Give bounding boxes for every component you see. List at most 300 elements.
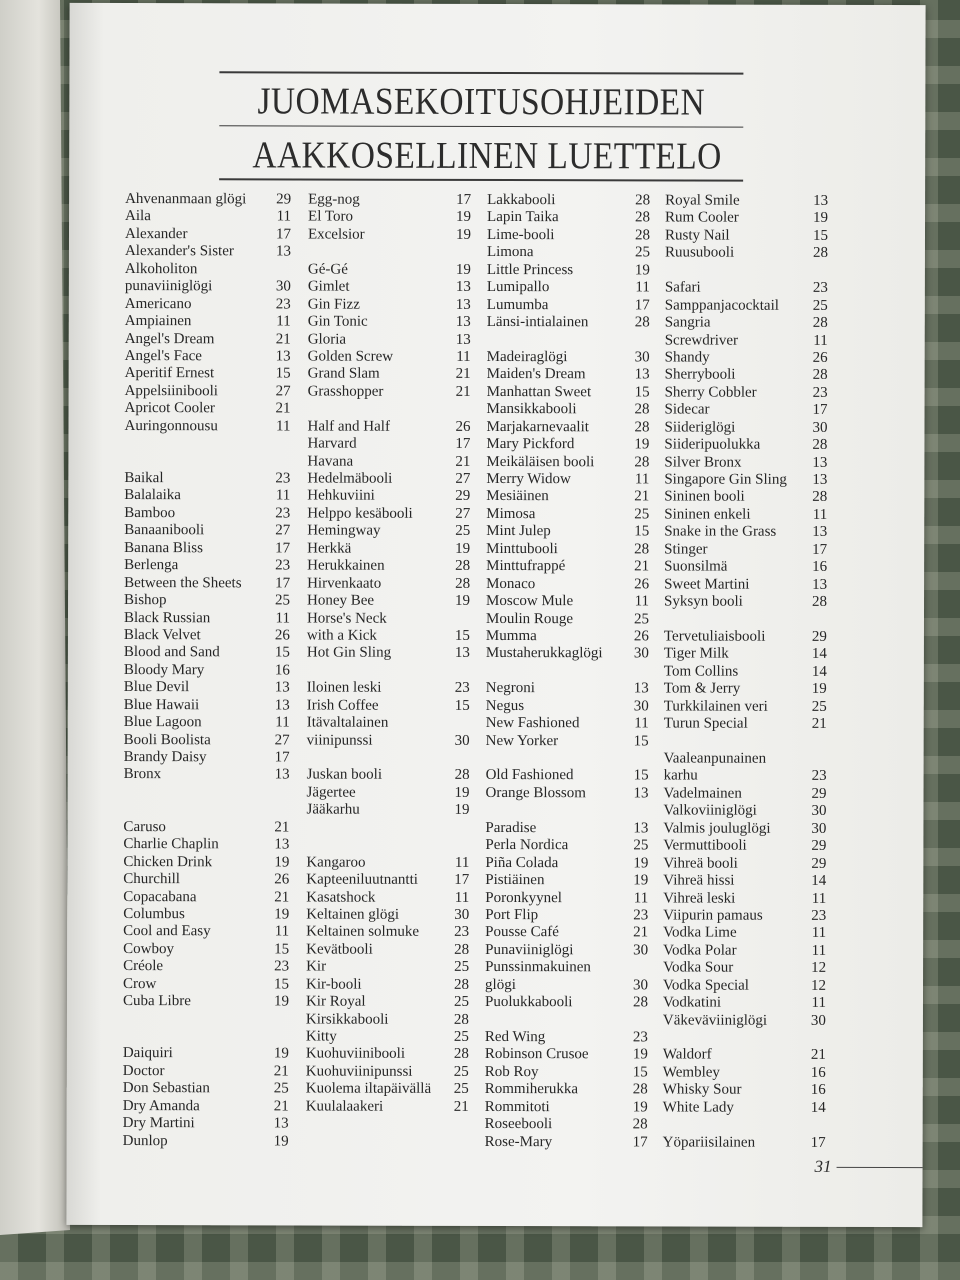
- recipe-page-number: 11: [634, 593, 650, 610]
- index-entry: [308, 366, 471, 384]
- index-entry: [123, 1133, 289, 1151]
- recipe-page-number: 15: [633, 732, 649, 749]
- index-entry: [663, 890, 826, 908]
- drink-name: Sininen booli: [664, 488, 745, 506]
- recipe-page-number: 23: [811, 768, 827, 785]
- drink-name: Screwdriver: [664, 331, 739, 349]
- index-entry: [485, 1029, 648, 1047]
- section-gap: [306, 819, 469, 837]
- recipe-page-number: 28: [632, 1116, 648, 1133]
- recipe-page-number: 23: [275, 470, 291, 487]
- index-entry: [307, 471, 470, 489]
- recipe-page-number: 11: [275, 714, 290, 731]
- drink-name: Vermuttibooli: [663, 837, 747, 854]
- recipe-page-number: 15: [454, 697, 470, 714]
- drink-name: Daiquiri: [122, 1045, 173, 1062]
- recipe-page-number: 25: [634, 506, 650, 523]
- drink-name: Rum Cooler: [665, 209, 739, 227]
- recipe-page-number: 19: [274, 854, 290, 871]
- drink-name: Kir-booli: [306, 976, 362, 993]
- index-entry: [123, 871, 289, 889]
- recipe-page-number: 30: [633, 942, 649, 959]
- drink-name: Havana: [307, 453, 354, 470]
- index-entry: [307, 610, 470, 628]
- recipe-page-number: 25: [453, 1028, 469, 1045]
- recipe-page-number: 13: [274, 697, 290, 714]
- drink-name: Grand Slam: [307, 365, 380, 383]
- index-entry: [487, 401, 650, 419]
- index-entry: [124, 470, 290, 488]
- index-entry: [487, 297, 650, 315]
- drink-name: Irish Coffee: [306, 697, 379, 714]
- recipe-page-number: 13: [455, 331, 471, 348]
- drink-name: Créole: [123, 958, 164, 975]
- recipe-page-number: 27: [455, 470, 471, 487]
- recipe-page-number: 11: [274, 923, 290, 940]
- recipe-page-number: 19: [456, 209, 472, 226]
- index-entry: [486, 628, 649, 646]
- index-entry: [306, 924, 469, 942]
- drink-name: Bishop: [124, 592, 167, 609]
- index-entry: [306, 906, 469, 924]
- index-entry: [306, 941, 469, 959]
- recipe-page-number: 17: [275, 540, 291, 557]
- recipe-page-number: 25: [275, 592, 291, 609]
- index-entry: [487, 349, 650, 367]
- drink-name: Mimosa: [486, 505, 536, 522]
- recipe-page-number: 25: [811, 698, 827, 715]
- recipe-page-number: 15: [633, 767, 649, 784]
- index-entry: [125, 383, 291, 401]
- index-entry: [485, 959, 648, 977]
- index-entry: [307, 540, 470, 558]
- drink-name: Meikäläisen booli: [486, 453, 595, 470]
- index-entry: [665, 402, 828, 420]
- drink-name: Berlenga: [124, 557, 179, 574]
- recipe-page-number: 11: [811, 890, 827, 907]
- recipe-page-number: 13: [633, 680, 649, 697]
- index-entry: [307, 453, 470, 471]
- drink-name: Mesiäinen: [486, 488, 549, 505]
- recipe-page-number: 30: [633, 645, 649, 662]
- index-entry: [663, 960, 826, 978]
- index-entry: [486, 593, 649, 611]
- recipe-page-number: 23: [633, 907, 649, 924]
- index-entry: [124, 592, 290, 610]
- index-entry: [125, 313, 291, 331]
- recipe-page-number: 30: [812, 419, 828, 436]
- index-entry: [123, 1115, 289, 1133]
- recipe-page-number: 19: [273, 1133, 289, 1150]
- recipe-page-number: 19: [632, 1046, 648, 1063]
- drink-name: Ampiainen: [124, 313, 192, 330]
- drink-name: Ruusubooli: [664, 244, 735, 261]
- index-entry: [124, 627, 290, 645]
- drink-name: Rob Roy: [484, 1063, 539, 1080]
- index-entry: [307, 732, 470, 750]
- index-entry: [664, 750, 827, 768]
- index-entry: [123, 941, 289, 959]
- index-entry: [308, 192, 471, 210]
- recipe-page-number: 28: [634, 401, 650, 418]
- section-gap: [663, 1029, 826, 1047]
- index-entry: [125, 191, 291, 209]
- index-entry: [486, 576, 649, 594]
- index-entry: [487, 314, 650, 332]
- recipe-page-number: 12: [811, 960, 827, 977]
- drink-name: Minttufrappé: [486, 558, 566, 575]
- page-title-line-2: AAKKOSELLINEN LUETTELO: [252, 134, 722, 178]
- index-entry: [663, 855, 826, 873]
- index-entry: [663, 995, 826, 1013]
- recipe-page-number: 29: [276, 191, 292, 208]
- drink-name: Paradise: [485, 819, 537, 836]
- recipe-page-number: 17: [810, 1134, 826, 1151]
- index-entry: [486, 610, 649, 628]
- index-column-4: [663, 192, 829, 1151]
- index-entry: [663, 907, 826, 925]
- drink-name: Jääkarhu: [306, 801, 360, 818]
- index-entry: [486, 436, 649, 454]
- drink-name: Ahvenanmaan glögi: [125, 191, 247, 208]
- recipe-page-number: 13: [274, 679, 290, 696]
- index-entry: [487, 209, 650, 227]
- index-entry: [307, 715, 470, 733]
- drink-name: Valmis jouluglögi: [663, 820, 771, 837]
- drink-name: Vodka Sour: [663, 959, 734, 976]
- index-entry: [124, 679, 290, 697]
- recipe-page-number: 21: [634, 558, 650, 575]
- index-entry: [665, 367, 828, 385]
- drink-name: White Lady: [662, 1099, 734, 1116]
- index-entry: [306, 976, 469, 994]
- recipe-page-number: 28: [812, 245, 828, 262]
- section-gap: [124, 453, 290, 471]
- recipe-page-number: 28: [634, 541, 650, 558]
- drink-name: Hirvenkaato: [307, 575, 382, 592]
- drink-name: Sherrybooli: [664, 366, 736, 384]
- page-number: 31: [814, 1156, 832, 1176]
- recipe-page-number: 15: [634, 384, 650, 401]
- section-gap: [665, 262, 828, 280]
- recipe-page-number: 30: [811, 803, 827, 820]
- index-entry: [124, 522, 290, 540]
- recipe-page-number: 28: [635, 192, 651, 209]
- index-entry: [664, 768, 827, 786]
- index-entry: [665, 315, 828, 333]
- index-entry: [664, 785, 827, 803]
- index-entry: [307, 645, 470, 663]
- drink-name: Kasatshock: [306, 889, 376, 906]
- index-entry: [306, 802, 469, 820]
- drink-name: Doctor: [122, 1062, 165, 1080]
- index-entry: [125, 331, 291, 349]
- recipe-page-number: 25: [453, 994, 470, 1011]
- drink-name: Väkeväviiniglögi: [662, 1012, 768, 1029]
- book-page: [66, 3, 925, 1227]
- drink-name: Orange Blossom: [485, 784, 586, 802]
- index-entry: [664, 419, 827, 437]
- drink-name: Half and Half: [307, 418, 390, 435]
- index-entry: [124, 732, 290, 750]
- recipe-page-number: 28: [634, 453, 650, 470]
- drink-name: Apricot Cooler: [124, 400, 215, 417]
- recipe-page-number: 21: [455, 453, 471, 470]
- index-entry: [306, 1098, 469, 1116]
- index-entry: [308, 226, 471, 244]
- drink-name: Royal Smile: [665, 192, 740, 209]
- recipe-page-number: 28: [453, 1046, 469, 1063]
- recipe-page-number: 28: [634, 314, 650, 331]
- index-entry: [664, 716, 827, 734]
- drink-name: Rommitoti: [484, 1098, 550, 1115]
- section-gap: [307, 750, 470, 768]
- drink-name: Vihreä hissi: [663, 872, 735, 889]
- drink-name: Puolukkabooli: [484, 994, 573, 1011]
- drink-name: Keltainen glögi: [306, 906, 400, 923]
- drink-name: Black Russian: [123, 609, 211, 626]
- index-entry: [665, 245, 828, 263]
- index-entry: [486, 715, 649, 733]
- recipe-page-number: 21: [275, 400, 291, 417]
- index-entry: [664, 663, 827, 681]
- index-entry: [663, 1047, 826, 1065]
- drink-name: Merry Widow: [486, 470, 571, 488]
- title-middle-rule: [219, 125, 743, 127]
- drink-name: Cool and Easy: [123, 923, 211, 940]
- recipe-page-number: 17: [274, 749, 290, 766]
- drink-name: Vihreä booli: [663, 855, 738, 872]
- index-entry: [306, 872, 469, 890]
- section-gap: [485, 802, 648, 820]
- recipe-page-number: 11: [811, 942, 827, 959]
- drink-name: Churchill: [123, 871, 180, 888]
- section-gap: [306, 837, 469, 855]
- recipe-page-number: 28: [455, 575, 471, 592]
- recipe-page-number: 29: [811, 628, 827, 645]
- recipe-page-number: 19: [455, 592, 471, 609]
- index-entry: [124, 505, 290, 523]
- recipe-page-number: 11: [454, 854, 470, 871]
- index-entry: [124, 644, 290, 662]
- recipe-page-number: 25: [455, 523, 471, 540]
- drink-name: Suonsilmä: [664, 558, 728, 575]
- recipe-page-number: 16: [274, 662, 290, 679]
- index-entry: [486, 767, 649, 785]
- recipe-page-number: 13: [813, 192, 829, 209]
- drink-name: Hehkuviini: [307, 487, 375, 505]
- index-entry: [663, 1134, 826, 1152]
- drink-name: Kevätbooli: [306, 941, 373, 958]
- recipe-page-number: 23: [811, 907, 827, 924]
- index-entry: [664, 559, 827, 577]
- drink-name: Shandy: [664, 349, 710, 366]
- drink-name: Rose-Mary: [484, 1133, 553, 1150]
- drink-name: Tom Collins: [663, 663, 739, 680]
- recipe-page-number: 19: [274, 906, 290, 923]
- drink-name: Samppanjacocktail: [664, 297, 779, 314]
- recipe-page-number: 28: [455, 558, 471, 575]
- recipe-page-number: 26: [634, 575, 650, 593]
- recipe-page-number: 30: [454, 906, 470, 923]
- drink-name: Jägertee: [306, 784, 356, 801]
- section-gap: [307, 662, 470, 680]
- drink-name: New Yorker: [485, 732, 559, 749]
- recipe-page-number: 11: [811, 925, 827, 942]
- index-entry: [487, 244, 650, 262]
- drink-name: Manhattan Sweet: [486, 383, 592, 401]
- drink-name: Tervetuliaisbooli: [663, 628, 766, 645]
- index-entry: [485, 1116, 648, 1134]
- drink-name: Booli Boolista: [123, 731, 211, 748]
- drink-name: Banana Bliss: [124, 539, 203, 556]
- index-entry: [665, 192, 828, 210]
- recipe-page-number: 28: [635, 209, 651, 226]
- recipe-page-number: 13: [275, 348, 291, 365]
- drink-name: Americano: [124, 295, 192, 312]
- index-entry: [664, 437, 827, 455]
- drink-name: Limona: [486, 244, 534, 261]
- recipe-page-number: 15: [454, 627, 470, 644]
- index-entry: [307, 488, 470, 506]
- drink-name: Juskan booli: [306, 766, 383, 784]
- recipe-page-number: 23: [812, 280, 828, 297]
- index-entry: [663, 820, 826, 838]
- index-entry: [307, 523, 470, 541]
- drink-name: Aila: [125, 208, 151, 225]
- drink-name: Turun Special: [663, 715, 748, 732]
- index-entry: [124, 540, 290, 558]
- drink-name: Golden Screw: [307, 348, 394, 365]
- index-entry: [665, 332, 828, 350]
- index-entry: [125, 365, 291, 383]
- recipe-page-number: 23: [274, 958, 290, 975]
- drink-name: Blue Lagoon: [123, 714, 202, 731]
- index-entry: [664, 524, 827, 542]
- recipe-page-number: 21: [811, 715, 827, 732]
- index-entry: [123, 923, 289, 941]
- section-gap: [486, 750, 649, 768]
- recipe-page-number: 21: [453, 1098, 469, 1115]
- index-entry: [308, 331, 471, 349]
- drink-name: Stinger: [664, 541, 708, 558]
- drink-name: Herukkainen: [307, 557, 385, 574]
- index-entry: [308, 383, 471, 401]
- drink-name: Tiger Milk: [663, 645, 729, 662]
- index-entry: [307, 593, 470, 611]
- index-entry: [306, 1046, 469, 1064]
- recipe-page-number: 29: [811, 838, 827, 855]
- recipe-page-number: 21: [634, 488, 650, 505]
- recipe-page-number: 28: [454, 941, 470, 958]
- index-entry: [306, 994, 469, 1012]
- recipe-page-number: 23: [275, 296, 291, 313]
- recipe-page-number: 17: [632, 1133, 648, 1151]
- index-entry: [125, 296, 291, 314]
- index-entry: [485, 1134, 648, 1152]
- section-gap: [123, 1011, 289, 1029]
- section-gap: [124, 784, 290, 802]
- index-entry: [665, 384, 828, 402]
- drink-name: Lumipallo: [486, 279, 550, 296]
- drink-name: Mansikkabooli: [486, 401, 577, 418]
- drink-name: Iloinen leski: [306, 679, 382, 696]
- recipe-page-number: 14: [811, 663, 827, 680]
- drink-name: Kangaroo: [306, 854, 366, 871]
- recipe-page-number: 19: [454, 784, 470, 801]
- drink-name: Sidecar: [664, 401, 710, 418]
- recipe-page-number: 13: [455, 279, 471, 296]
- index-entry: [123, 819, 289, 837]
- drink-name: Banaanibooli: [124, 522, 205, 539]
- drink-name: Lumumba: [486, 296, 549, 313]
- recipe-page-number: 23: [275, 505, 291, 522]
- recipe-page-number: 25: [454, 959, 470, 976]
- drink-name: Madeiraglögi: [486, 348, 568, 366]
- recipe-page-number: 21: [274, 819, 290, 836]
- drink-name: Poronkyynel: [485, 889, 562, 906]
- recipe-page-number: 28: [453, 1011, 469, 1028]
- index-entry: [123, 906, 289, 924]
- section-gap: [487, 331, 650, 349]
- drink-name: Vodkatini: [662, 994, 722, 1011]
- recipe-page-number: 19: [632, 1099, 648, 1116]
- index-entry: [486, 785, 649, 803]
- drink-name: Marjakarnevaalit: [486, 418, 589, 435]
- recipe-page-number: 17: [812, 541, 828, 558]
- recipe-page-number: 21: [273, 1063, 289, 1080]
- drink-name: Monaco: [486, 575, 536, 592]
- index-entry: [664, 628, 827, 646]
- drink-name: Gin Tonic: [307, 313, 368, 330]
- recipe-page-number: 19: [633, 872, 649, 889]
- index-entry: [664, 594, 827, 612]
- index-entry: [487, 384, 650, 402]
- drink-name: Bloody Mary: [123, 661, 205, 679]
- drink-name: Dry Martini: [122, 1115, 195, 1132]
- index-entry: [664, 698, 827, 716]
- drink-name: Viipurin pamaus: [663, 907, 763, 924]
- recipe-page-number: 16: [810, 1082, 826, 1099]
- drink-name: Vadelmainen: [663, 785, 742, 802]
- index-entry: [124, 714, 290, 732]
- drink-name: Herkkä: [307, 540, 352, 557]
- drink-name: glögi: [485, 976, 516, 993]
- drink-name: Aperitif Ernest: [124, 365, 215, 382]
- index-entry: [663, 838, 826, 856]
- recipe-page-number: 19: [633, 854, 649, 872]
- recipe-page-number: 13: [454, 645, 470, 662]
- index-entry: [485, 1081, 648, 1099]
- recipe-page-number: 15: [274, 976, 290, 993]
- index-entry: [485, 907, 648, 925]
- recipe-page-number: 11: [813, 332, 828, 349]
- drink-name: Negroni: [485, 680, 535, 697]
- recipe-page-number: 15: [634, 523, 650, 540]
- recipe-page-number: 28: [632, 1081, 648, 1098]
- index-entry: [125, 208, 291, 226]
- drink-name: Kuulalaakeri: [305, 1098, 384, 1115]
- recipe-page-number: 29: [811, 785, 827, 802]
- drink-name: Siideripuolukka: [664, 436, 761, 453]
- drink-name: Crow: [123, 975, 157, 992]
- recipe-page-number: 13: [812, 454, 828, 471]
- recipe-page-number: 29: [811, 855, 827, 872]
- index-entry: [485, 1099, 648, 1117]
- index-entry: [664, 506, 827, 524]
- drink-name: Itävaltalainen: [306, 714, 389, 731]
- recipe-page-number: 27: [274, 731, 290, 749]
